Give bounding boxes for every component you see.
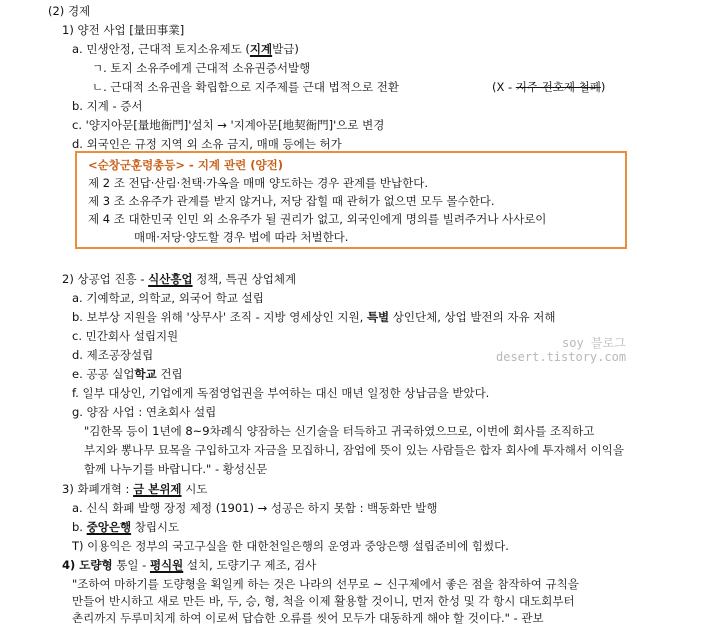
part3-b-post: 창립시도 — [131, 520, 180, 534]
part3-item-a: a. 신식 화폐 발행 장정 제정 (1901) → 성공은 하지 못함 : 백동화만 발행 — [72, 501, 438, 515]
part1-item-a — [72, 41, 299, 57]
part3-item-t: T) 이용익은 정부의 국고구실을 한 대한천일은행의 운영과 중앙은행 설립준비에 힘썼다. — [72, 539, 509, 553]
part2-title-post: 정책, 특권 상업체계 — [192, 272, 297, 286]
box-article-2: 제 2 조 전답·산림·천택·가옥을 매매 양도하는 경우 관계를 반납한다. — [88, 176, 429, 190]
box-article-3: 제 3 조 소유주가 관계를 받지 않거나, 저당 잡힐 때 관허가 없으면 모두 몰수한다. — [88, 194, 495, 208]
part1-item-b: b. 지계 - 증서 — [72, 99, 143, 113]
part2-item-d: d. 제조공장설립 — [72, 348, 154, 362]
part3-item-b — [72, 519, 179, 535]
part1-a-bold: 지계 — [249, 42, 273, 56]
part4-title-post: 설치, 도량기구 제조, 검사 — [183, 558, 317, 572]
part4-title-pre: 4) 도량형 — [62, 558, 113, 572]
part2-item-g: g. 양잠 사업 : 연초회사 설립 — [72, 405, 217, 419]
part3-title-bold: 금 본위제 — [133, 482, 182, 496]
box-article-4a: 제 4 조 대한민국 인민 외 소유주가 될 권리가 없고, 외국인에게 명의를 빌려주거나 사사로이 — [88, 212, 547, 226]
note-post: ) — [600, 80, 606, 94]
part2-item-e — [72, 366, 183, 382]
part2-e-post: 건립 — [156, 367, 183, 381]
part4-title — [62, 557, 316, 573]
part4-title-mid: 통일 - — [112, 558, 150, 572]
part3-title — [62, 481, 207, 497]
part3-title-post: 시도 — [181, 482, 208, 496]
part4-quote-3: 촌리까지 두루미치게 하여 이로써 답습한 오류를 씻어 모두가 대동하게 해야 할 것이다." - 관보 — [72, 611, 544, 625]
section-header: (2) 경제 — [48, 4, 91, 18]
note-pre: (X - — [492, 80, 516, 94]
part4-title-bold: 평식원 — [149, 558, 184, 572]
part2-quote-3: 함께 나누기를 바랍니다." - 황성신문 — [84, 462, 268, 476]
part3-b-bold: 중앙은행 — [86, 520, 132, 534]
part2-b-pre: b. 보부상 지원을 위해 '상무사' 조직 - 지방 영세상인 지원, — [72, 310, 367, 324]
part1-sub2-note — [492, 79, 605, 95]
blog-watermark-name: soy 블로그 — [562, 336, 626, 350]
box-article-4b: 매매·저당·양도할 경우 법에 따라 처벌한다. — [134, 230, 349, 244]
part2-title-bold: 식산흥업 — [148, 272, 193, 286]
part2-item-b — [72, 309, 556, 325]
part4-quote-1: "조하여 마하기를 도량형을 획일케 하는 것은 나라의 선무로 ~ 신구제에서 좋은 점을 참작하여 규칙을 — [72, 577, 579, 591]
part1-a-text: a. 민생안정, 근대적 토지소유제도 ( — [72, 42, 250, 56]
part2-item-f: f. 일부 대상인, 기업에게 독점영업권을 부여하는 대신 매년 일정한 상납금을 받았다. — [72, 386, 490, 400]
part2-title — [62, 271, 296, 287]
part4-quote-2: 만들어 반시하고 새로 만든 바, 두, 승, 형, 척을 이제 활용할 것이니, 먼저 한성 및 각 항시 대도회부터 — [72, 594, 575, 608]
part2-item-a: a. 기예학교, 의학교, 외국어 학교 설립 — [72, 291, 264, 305]
part3-title-pre: 3) 화폐개혁 : — [62, 482, 134, 496]
note-struck: 지주 전호제 철폐 — [515, 80, 601, 94]
part1-item-c: c. '양지아문[量地衙門]'설치 → '지계아문[地契衙門]'으로 변경 — [72, 118, 385, 132]
part1-item-d: d. 외국인은 규정 지역 외 소유 금지, 매매 등에는 허가 — [72, 137, 342, 151]
box-heading: <순창군훈령총등> - 지계 관련 (양전) — [88, 158, 283, 172]
part2-b-bold: 특별 — [366, 310, 390, 324]
part2-e-pre: e. 공공 실업 — [72, 367, 135, 381]
blog-watermark-url: desert.tistory.com — [496, 350, 627, 364]
part1-sub2: ㄴ. 근대적 소유권을 확립함으로 지주제를 근대 법적으로 전환 — [92, 80, 399, 94]
part2-quote-1: "김한목 등이 1년에 8~9차례식 양잠하는 신기술을 터득하고 귀국하였으므로, 이번에 회사를 조직하고 — [84, 424, 595, 438]
part2-quote-2: 부지와 뽕나무 묘목을 구입하고자 자금을 모집하니, 잠업에 뜻이 있는 사람들은 합자 회사에 투자해서 이익을 — [84, 443, 624, 457]
part1-title: 1) 양전 사업 [量田事業] — [62, 23, 185, 37]
part2-title-pre: 2) 상공업 진흥 - — [62, 272, 149, 286]
part2-item-c: c. 민간회사 설립지원 — [72, 329, 179, 343]
part2-e-bold: 학교 — [134, 367, 157, 381]
part1-sub1: ㄱ. 토지 소유주에게 근대적 소유권증서발행 — [92, 61, 311, 75]
part3-b-pre: b. — [72, 520, 87, 534]
part2-b-post: 상인단체, 상업 발전의 자유 저해 — [389, 310, 556, 324]
part1-a-post: 발급) — [272, 42, 299, 56]
